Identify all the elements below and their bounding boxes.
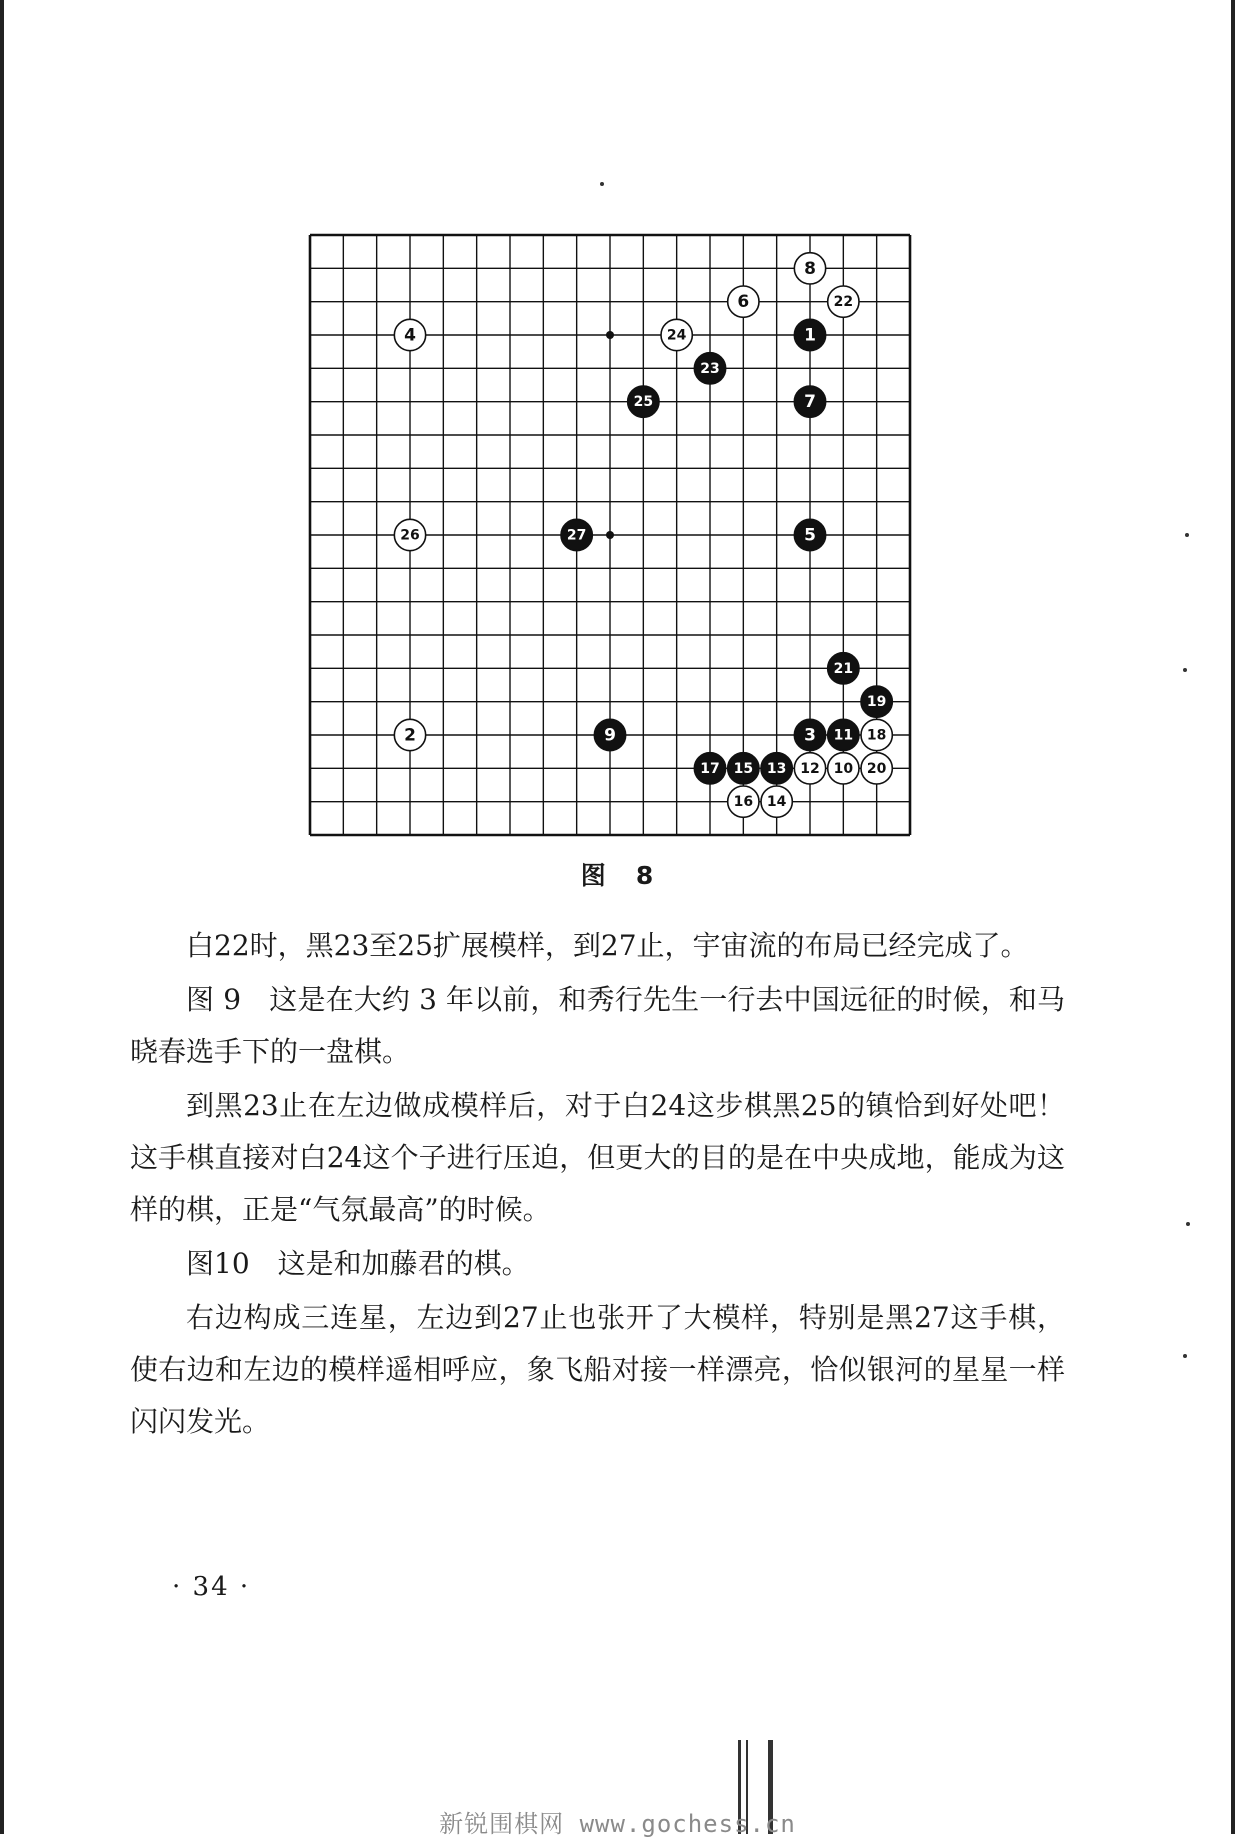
stone-move-number: 5 (804, 525, 816, 546)
body-text (130, 920, 1065, 1450)
stone-move-number: 22 (833, 294, 854, 311)
stone-move-number: 11 (833, 727, 854, 744)
stone-move-number: 1 (804, 325, 816, 346)
stone-move-number: 21 (833, 660, 854, 677)
stone-move-number: 10 (833, 760, 854, 777)
star-point (606, 531, 614, 539)
stone-move-number: 8 (804, 258, 816, 279)
scan-speck (1185, 533, 1189, 537)
scan-speck (600, 182, 604, 186)
stone-move-number: 3 (804, 725, 816, 746)
stone-move-number: 20 (866, 760, 887, 777)
go-board-figure (300, 225, 920, 845)
stone-move-number: 16 (733, 794, 754, 811)
figure-caption: 图 8 (580, 861, 655, 890)
scan-speck (1186, 1222, 1190, 1226)
scan-speck (1183, 1354, 1187, 1358)
stone-move-number: 26 (400, 527, 420, 544)
stone-move-number: 24 (666, 327, 687, 344)
stone-move-number: 6 (737, 292, 750, 313)
stone-move-number: 12 (800, 760, 820, 777)
paragraph: 到黑23止在左边做成模样后，对于白24这步棋黑25的镇恰到好处吧！这手棋直接对白24这个子进行压迫，但更大的目的是在中央成地，能成为这样的棋，正是“气氛最高”的时候。 (130, 1089, 1065, 1226)
paragraph: 右边构成三连星，左边到27止也张开了大模样，特别是黑27这手棋，使右边和左边的模样遥相呼应，象飞船对接一样漂亮，恰似银河的星星一样闪闪发光。 (130, 1301, 1065, 1438)
paragraph: 图 9 这是在大约 3 年以前，和秀行先生一行去中国远征的时候，和马晓春选手下的一盘棋。 (130, 983, 1065, 1068)
stone-move-number: 15 (733, 760, 754, 777)
stone-move-number: 19 (866, 694, 887, 711)
stone-move-number: 17 (700, 760, 720, 777)
stone-move-number: 4 (404, 325, 416, 346)
stone-move-number: 13 (766, 760, 787, 777)
stone-move-number: 25 (633, 394, 654, 411)
go-board (300, 225, 920, 845)
stone-move-number: 27 (566, 527, 587, 544)
stone-move-number: 23 (700, 360, 720, 377)
paragraph: 图10 这是和加藤君的棋。 (186, 1247, 530, 1280)
stone-move-number: 2 (404, 725, 416, 746)
stone-move-number: 14 (766, 794, 787, 811)
stone-move-number: 7 (804, 392, 816, 413)
watermark: 新锐围棋网 www.gochess.cn (439, 1810, 796, 1838)
page-number: · 34 · (172, 1572, 251, 1602)
stone-move-number: 18 (866, 727, 887, 744)
scan-speck (1183, 668, 1187, 672)
stone-move-number: 9 (604, 725, 616, 746)
star-point (606, 331, 614, 339)
paragraph: 白22时，黑23至25扩展模样，到27止，宇宙流的布局已经完成了。 (186, 929, 1029, 962)
